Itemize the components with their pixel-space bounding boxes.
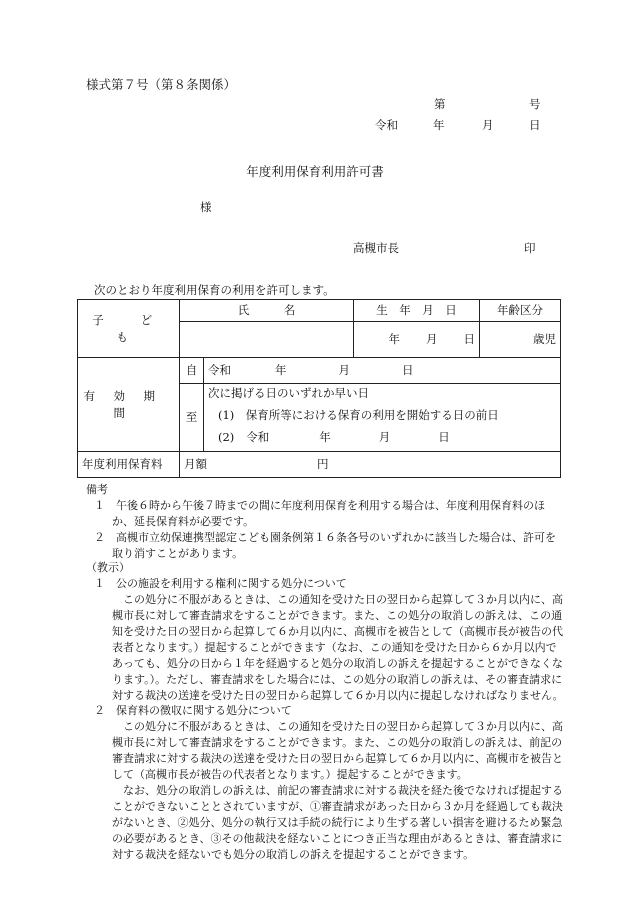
age-unit-cell: 歳児 bbox=[480, 322, 561, 358]
kyoji-section-2-title: ２ 保育料の徴収に関する処分について bbox=[94, 704, 292, 718]
kyoji-section-2-body-1: この処分に不服があるときは、この通知を受けた日の翌日から起算して３か月以内に、高槻市長に対して審査請求をすることができます。また、この処分の取消しの訴えは、前記の審査請求に対する裁決の送達を受けた日の翌日から起算して６か月以内に、高槻市を被告として（高槻市長が被告の代表者となります。）提起することができます。 bbox=[112, 720, 563, 782]
fee-label: 年度利用保育料 bbox=[78, 452, 180, 478]
from-date-cell: 令和 年 月 日 bbox=[204, 358, 561, 384]
to-date-cell bbox=[204, 384, 561, 452]
document-title: 年度利用保育利用許可書 bbox=[246, 164, 384, 179]
seal-mark: 印 bbox=[524, 241, 536, 255]
to-item-1: (1) 保育所等における保育の利用を開始する日の前日 bbox=[218, 407, 499, 422]
note-item-1: １ 午後６時から午後７時までの間に年度利用保育を利用する場合は、年度利用保育料のほか、延長保育料が必要です。 bbox=[94, 498, 545, 528]
note-item-2: ２ 高槻市立幼保連携型認定こども園条例第１６条各号のいずれかに該当した場合は、許可を取り消すことがあります。 bbox=[94, 530, 556, 560]
to-item-2: (2) 令和 年 月 日 bbox=[218, 429, 450, 444]
permit-table bbox=[77, 299, 561, 478]
fee-cell: 月額 円 bbox=[180, 452, 561, 478]
birth-date-cell: 年 月 日 bbox=[354, 322, 480, 358]
number-suffix: 号 bbox=[529, 97, 541, 111]
number-prefix: 第 bbox=[434, 97, 446, 111]
to-intro: 次に掲げる日のいずれか早い日 bbox=[208, 385, 369, 400]
addressee-suffix: 様 bbox=[200, 200, 212, 214]
date-year: 年 bbox=[433, 118, 445, 132]
intro-text: 次のとおり年度利用保育の利用を許可します。 bbox=[94, 283, 335, 297]
to-label: 至 bbox=[180, 384, 204, 452]
kyoji-section-1-body: この処分に不服があるときは、この通知を受けた日の翌日から起算して３か月以内に、高槻市長に対して審査請求をすることができます。また、この処分の取消しの訴えは、この通知を受けた日の翌日から起算して６か月以内に、高槻市を被告として（高槻市長が被告の代表者となります。）提起することができます（なお、この通知を受けた日から６か月以内であっても、処分の日から１年を経過すると処分の取消しの訴えを提起することができなくなります。）。ただし、審査請求をした場合には、この処分の取消しの訴えは、その審査請求に対する裁決の送達を受けた日の翌日から起算して６か月以内に提起しなければなりません。 bbox=[112, 592, 564, 702]
age-header: 年齢区分 bbox=[480, 300, 561, 322]
child-name-cell bbox=[180, 322, 354, 358]
birth-header: 生 年 月 日 bbox=[354, 300, 480, 322]
date-month: 月 bbox=[482, 118, 494, 132]
kyoji-section bbox=[86, 560, 566, 863]
date-day: 日 bbox=[529, 118, 541, 132]
date-era: 令和 bbox=[375, 118, 398, 132]
issuer-name: 高槻市長 bbox=[353, 241, 399, 255]
kyoji-heading: （教示） bbox=[86, 561, 130, 574]
notes-section bbox=[86, 482, 566, 562]
kyoji-section-2-body-2: なお、処分の取消しの訴えは、前記の審査請求に対する裁決を経た後でなければ提起することができないこととされていますが、①審査請求があった日から３か月を経過しても裁決がないとき、②処分、処分の執行又は手続の続行により生ずる著しい損害を避けるため緊急の必要があるとき、③その他裁決を経ないことにつき正当な理由があるときは、審査請求に対する裁決を経ないでも処分の取消しの訴えを提起することができます。 bbox=[112, 784, 563, 861]
kyoji-section-1-title: １ 公の施設を利用する権利に関する処分について bbox=[94, 576, 347, 590]
child-label: 子 ども bbox=[78, 300, 180, 358]
period-label: 有効期間 bbox=[78, 358, 180, 452]
from-label: 自 bbox=[180, 358, 204, 384]
name-header: 氏 名 bbox=[180, 300, 354, 322]
form-id: 様式第７号（第８条関係） bbox=[86, 77, 237, 92]
notes-heading: 備考 bbox=[86, 483, 108, 496]
